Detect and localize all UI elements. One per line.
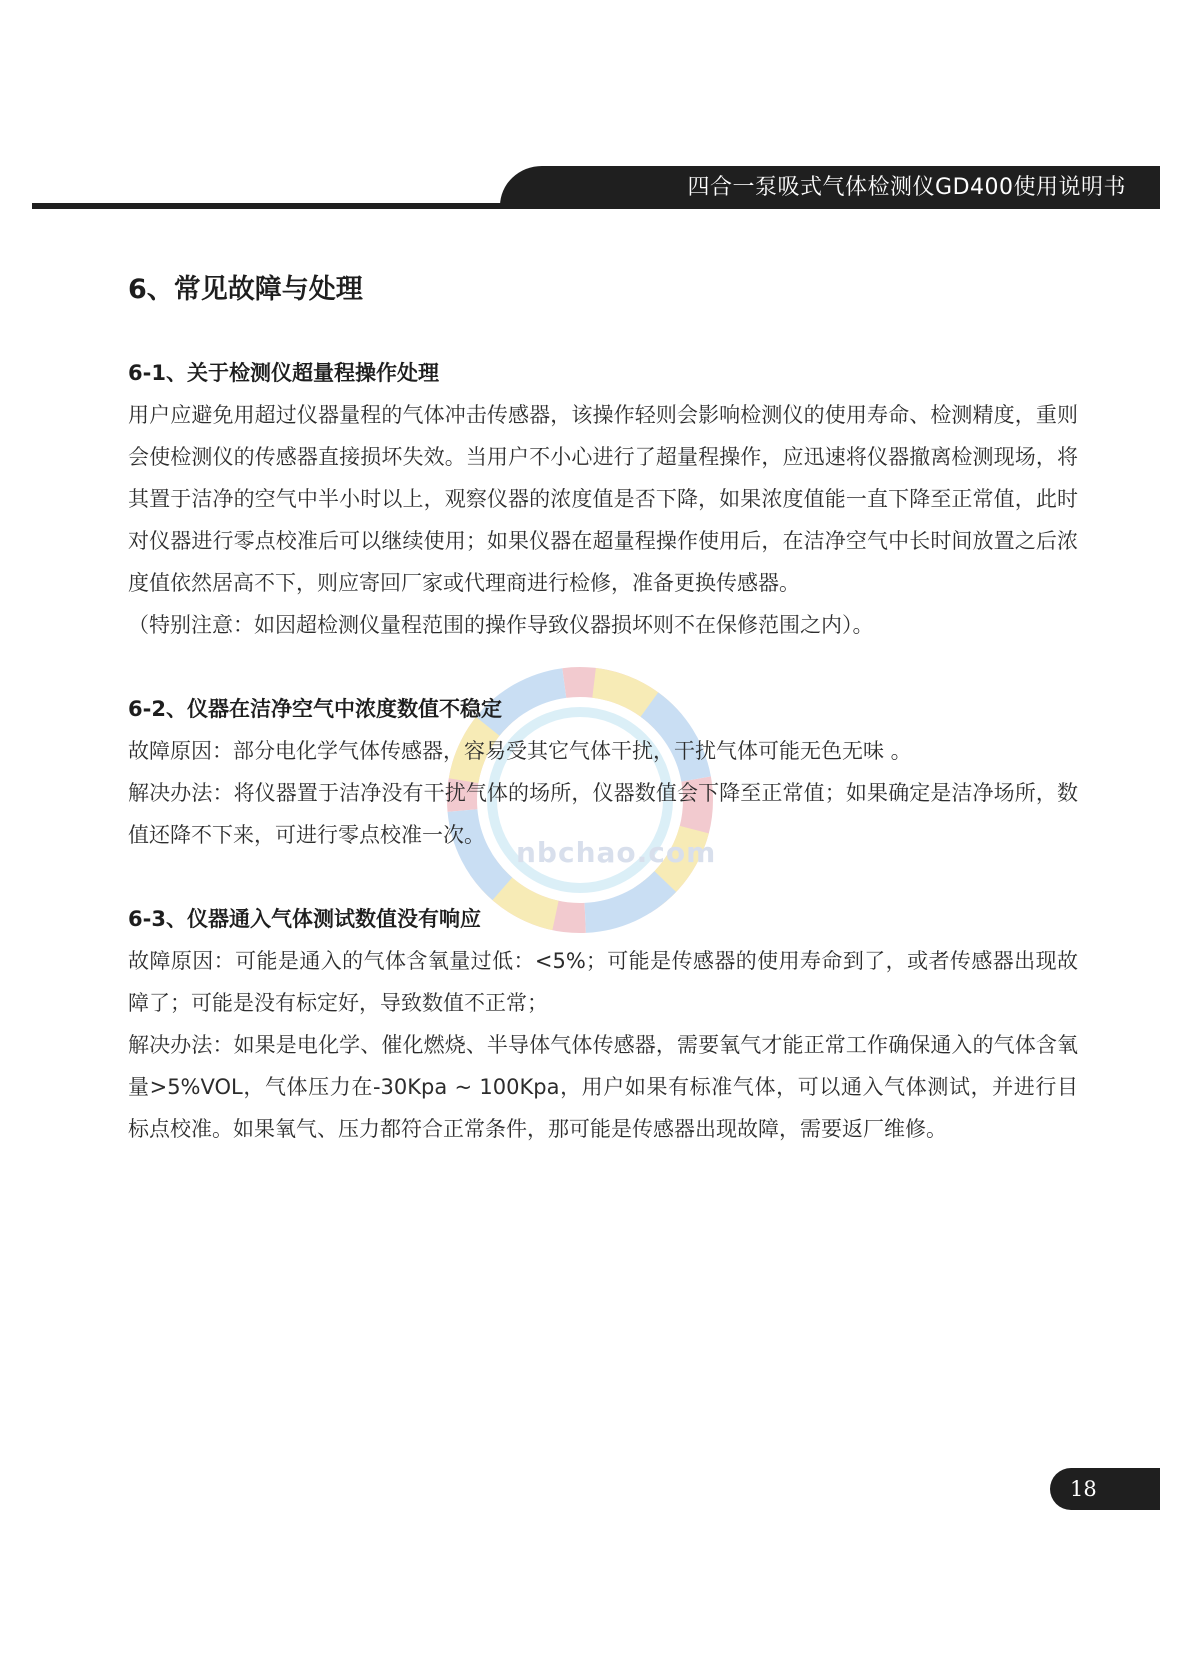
document-title: 四合一泵吸式气体检测仪GD400使用说明书 — [687, 175, 1126, 200]
subsection-6-3 — [128, 898, 1078, 1150]
paragraph: 用户应避免用超过仪器量程的气体冲击传感器，该操作轻则会影响检测仪的使用寿命、检测精度，重则会使检测仪的传感器直接损坏失效。当用户不小心进行了超量程操作，应迅速将仪器撤离检测现场，将其置于洁净的空气中半小时以上，观察仪器的浓度值是否下降，如果浓度值能一直下降至正常值，此时对仪器进行零点校准后可以继续使用；如果仪器在超量程操作使用后，在洁净空气中长时间放置之后浓度值依然居高不下，则应寄回厂家或代理商进行检修，准备更换传感器。 — [128, 403, 1078, 595]
subsection-6-1 — [128, 352, 1078, 646]
paragraph-cause: 故障原因：部分电化学气体传感器，容易受其它气体干扰，干扰气体可能无色无味 。 — [128, 739, 912, 763]
subsection-title: 6-1、关于检测仪超量程操作处理 — [128, 361, 439, 385]
subsection-title: 6-3、仪器通入气体测试数值没有响应 — [128, 907, 481, 931]
page-number: 18 — [1070, 1477, 1097, 1501]
subsection-6-2 — [128, 688, 1078, 856]
page-number-tab — [1050, 1468, 1160, 1510]
section-title: 6、常见故障与处理 — [128, 274, 363, 305]
header-tab — [500, 166, 1160, 209]
subsection-title: 6-2、仪器在洁净空气中浓度数值不稳定 — [128, 697, 502, 721]
watermark-text: nbchao.com — [516, 836, 717, 869]
paragraph-solution: 解决办法：如果是电化学、催化燃烧、半导体气体传感器，需要氧气才能正常工作确保通入的气体含氧量>5%VOL，气体压力在-30Kpa ~ 100Kpa，用户如果有标准气体，可以通入气体测试，并进行目标点校准。如果氧气、压力都符合正常条件，那可能是传感器出现故障，需要返厂维修。 — [128, 1033, 1078, 1141]
paragraph-solution: 解决办法：将仪器置于洁净没有干扰气体的场所，仪器数值会下降至正常值；如果确定是洁净场所，数值还降不下来，可进行零点校准一次。 — [128, 781, 1078, 847]
paragraph-cause: 故障原因：可能是通入的气体含氧量过低：<5%；可能是传感器的使用寿命到了，或者传感器出现故障了；可能是没有标定好，导致数值不正常； — [128, 949, 1078, 1015]
paragraph-note: （特别注意：如因超检测仪量程范围的操作导致仪器损坏则不在保修范围之内）。 — [128, 613, 874, 637]
page-content — [128, 270, 1078, 1192]
